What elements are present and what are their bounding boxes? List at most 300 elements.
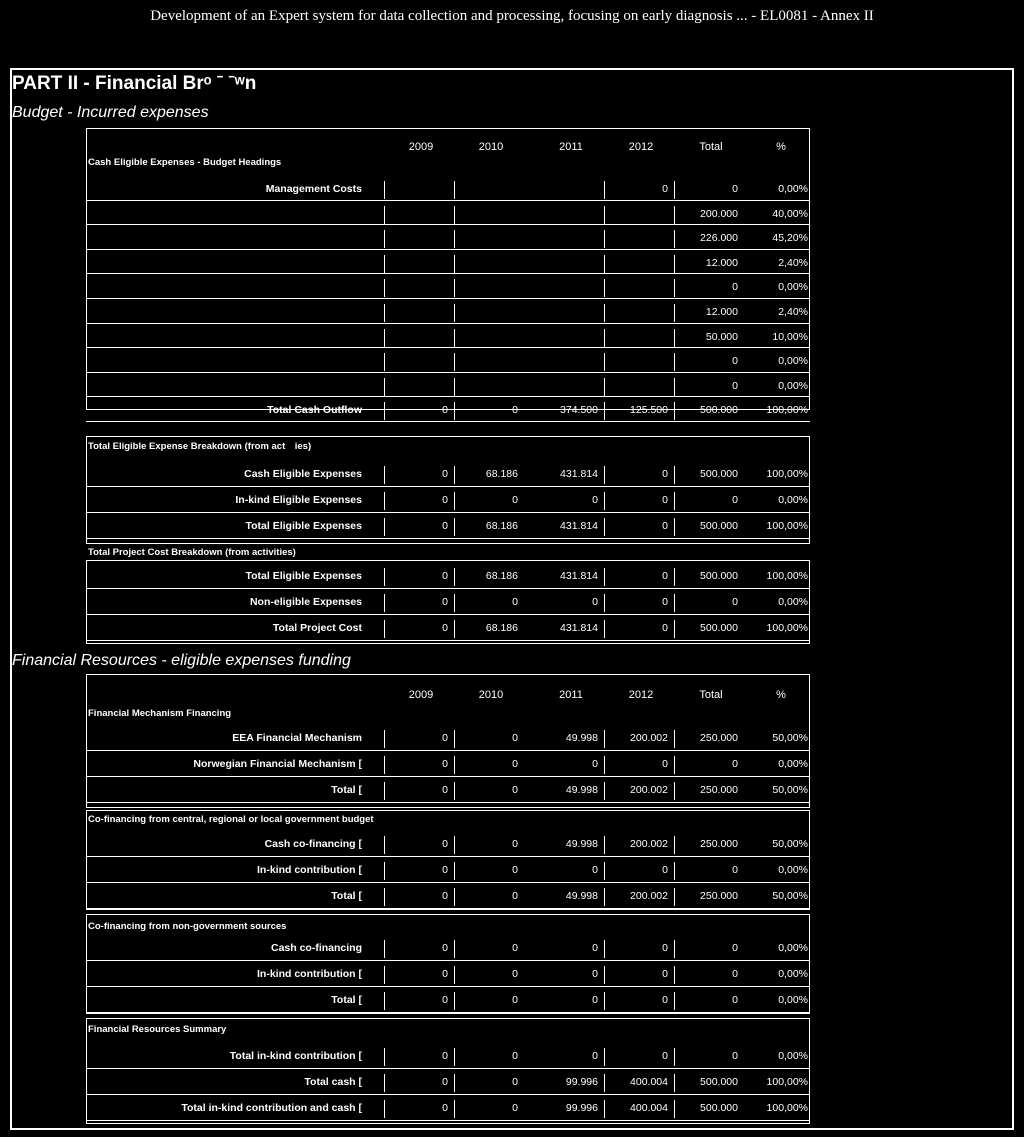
cell-divider — [674, 966, 675, 984]
row-cell: 0 — [732, 1050, 738, 1062]
row-cell: 0 — [592, 994, 598, 1006]
cell-divider — [384, 756, 385, 774]
cell-divider — [384, 304, 385, 322]
table-row — [86, 228, 810, 248]
row-cell: 0 — [662, 468, 668, 480]
cell-divider — [454, 568, 455, 586]
cell-divider — [384, 402, 385, 420]
cell-divider — [674, 518, 675, 536]
table-row — [86, 592, 810, 612]
row-cell: 0 — [732, 942, 738, 954]
cell-divider — [674, 888, 675, 906]
table-row — [86, 754, 810, 774]
row-cell: 250.000 — [700, 890, 738, 902]
row-label: Total [ — [331, 890, 362, 902]
cell-divider — [384, 594, 385, 612]
cell-divider — [604, 230, 605, 248]
table-row — [86, 834, 810, 854]
table-row — [86, 516, 810, 536]
row-cell: 0 — [592, 596, 598, 608]
table-row — [86, 938, 810, 958]
row-cell: 0 — [662, 968, 668, 980]
cell-divider — [454, 1048, 455, 1066]
row-cell: 0 — [512, 994, 518, 1006]
row-cell: 0 — [442, 890, 448, 902]
cell-divider — [384, 862, 385, 880]
table-row — [86, 277, 810, 297]
table-row — [86, 1046, 810, 1066]
row-cell: 0 — [442, 1076, 448, 1088]
cell-divider — [604, 378, 605, 396]
cell-divider — [674, 862, 675, 880]
row-cell: 374.500 — [560, 404, 598, 417]
cell-divider — [604, 940, 605, 958]
row-cell: 0 — [442, 994, 448, 1006]
row-cell: 0 — [732, 994, 738, 1006]
row-cell: 250.000 — [700, 784, 738, 796]
cell-divider — [384, 518, 385, 536]
row-cell: 0 — [512, 404, 518, 417]
cell-divider — [384, 279, 385, 297]
year-header: 2009 — [408, 141, 434, 153]
row-cell: 0 — [512, 968, 518, 980]
row-label: Total Eligible Expenses — [245, 570, 362, 582]
cell-divider — [604, 1048, 605, 1066]
cell-divider — [384, 1074, 385, 1092]
row-cell: 0 — [732, 596, 738, 608]
row-divider — [86, 421, 810, 422]
cell-divider — [674, 206, 675, 224]
row-cell: 50,00% — [772, 890, 808, 902]
row-cell: 0,00% — [778, 596, 808, 608]
row-cell: 431.814 — [560, 520, 598, 532]
row-cell: 99.996 — [565, 1076, 598, 1088]
table-row — [86, 1098, 810, 1118]
row-label: Non-eligible Expenses — [249, 596, 362, 608]
cell-divider — [604, 620, 605, 638]
row-label: Total in-kind contribution [ — [229, 1050, 362, 1062]
cell-divider — [384, 966, 385, 984]
cell-divider — [604, 206, 605, 224]
cell-divider — [384, 836, 385, 854]
row-cell: 431.814 — [560, 622, 598, 634]
table-row — [86, 860, 810, 880]
row-divider — [86, 249, 810, 250]
row-cell: 49.998 — [565, 890, 598, 902]
cell-divider — [604, 966, 605, 984]
cell-divider — [454, 966, 455, 984]
table-row — [86, 376, 810, 396]
row-cell: 0 — [442, 784, 448, 796]
table-row — [86, 400, 810, 420]
row-cell: 0 — [732, 758, 738, 770]
row-label: Total in-kind contribution and cash [ — [181, 1102, 362, 1114]
row-cell: 0 — [662, 994, 668, 1006]
mechanism-section-heading: Financial Mechanism Financing — [88, 708, 232, 719]
cell-divider — [674, 836, 675, 854]
row-cell: 100,00% — [766, 622, 808, 634]
row-divider — [86, 396, 810, 397]
row-cell: 0 — [592, 968, 598, 980]
year-header: Total — [699, 141, 723, 153]
row-cell: 0 — [442, 1050, 448, 1062]
cell-divider — [604, 594, 605, 612]
row-divider — [86, 224, 810, 225]
row-cell: 200.002 — [630, 784, 668, 796]
row-label: Cash co-financing [ — [264, 838, 362, 850]
row-cell: 250.000 — [700, 838, 738, 850]
cell-divider — [604, 756, 605, 774]
row-label: Total Project Cost — [272, 622, 362, 634]
row-cell: 0 — [512, 1102, 518, 1114]
cell-divider — [674, 304, 675, 322]
table-row — [86, 253, 810, 273]
year-header: % — [776, 689, 786, 701]
row-cell: 400.004 — [630, 1102, 668, 1114]
row-label: In-kind contribution [ — [257, 864, 362, 876]
cell-divider — [384, 230, 385, 248]
table-row — [86, 351, 810, 371]
year-header: 2011 — [559, 141, 583, 153]
row-cell: 10,00% — [772, 330, 808, 343]
row-label: Total Eligible Expenses — [245, 520, 362, 532]
row-cell: 0 — [512, 758, 518, 770]
row-cell: 100,00% — [766, 570, 808, 582]
row-divider — [86, 750, 810, 751]
row-divider — [86, 512, 810, 513]
row-cell: 100,00% — [766, 468, 808, 480]
row-label: Total [ — [331, 994, 362, 1006]
row-cell: 12.000 — [705, 306, 738, 318]
row-cell: 0 — [442, 622, 448, 634]
year-header: 2012 — [628, 689, 654, 701]
row-label: Management Costs — [265, 183, 362, 195]
row-cell: 0 — [592, 1050, 598, 1062]
row-divider — [86, 986, 810, 987]
row-cell: 0 — [662, 622, 668, 634]
resources-title: Financial Resources - eligible expenses funding — [12, 652, 351, 669]
row-cell: 0,00% — [778, 968, 808, 980]
table-row — [86, 490, 810, 510]
cell-divider — [454, 862, 455, 880]
cell-divider — [604, 568, 605, 586]
row-label: Total Cash Outflow — [267, 404, 362, 417]
row-cell: 0 — [442, 758, 448, 770]
row-cell: 0 — [662, 494, 668, 506]
cell-divider — [454, 940, 455, 958]
year-header: 2011 — [559, 689, 583, 701]
cell-divider — [674, 756, 675, 774]
cell-divider — [604, 353, 605, 371]
row-cell: 500.000 — [700, 1076, 738, 1088]
cell-divider — [604, 518, 605, 536]
cell-divider — [674, 230, 675, 248]
cell-divider — [384, 353, 385, 371]
row-cell: 0 — [732, 968, 738, 980]
row-cell: 0 — [512, 494, 518, 506]
row-cell: 68.186 — [485, 570, 518, 582]
row-cell: 0 — [662, 864, 668, 876]
row-divider — [86, 802, 810, 803]
row-cell: 200.002 — [630, 732, 668, 744]
cell-divider — [454, 353, 455, 371]
cell-divider — [674, 402, 675, 420]
row-cell: 0,00% — [778, 281, 808, 294]
cell-divider — [384, 620, 385, 638]
row-cell: 0,00% — [778, 355, 808, 368]
cell-divider — [454, 594, 455, 612]
row-cell: 0 — [732, 864, 738, 876]
row-cell: 200.002 — [630, 890, 668, 902]
row-divider — [86, 1012, 810, 1013]
row-divider — [86, 640, 810, 641]
row-cell: 45,20% — [772, 232, 808, 245]
table-row — [86, 1072, 810, 1092]
row-cell: 0 — [512, 784, 518, 796]
row-cell: 12.000 — [705, 256, 738, 269]
row-cell: 500.000 — [700, 468, 738, 480]
row-cell: 0 — [662, 1050, 668, 1062]
row-cell: 0 — [512, 1076, 518, 1088]
year-header: 2012 — [628, 141, 654, 153]
cell-divider — [604, 181, 605, 199]
row-cell: 200.002 — [630, 838, 668, 850]
cell-divider — [454, 836, 455, 854]
row-cell: 0 — [512, 864, 518, 876]
table-row — [86, 728, 810, 748]
cell-divider — [674, 620, 675, 638]
row-cell: 0,00% — [778, 183, 808, 195]
row-cell: 49.998 — [565, 838, 598, 850]
row-cell: 0 — [592, 494, 598, 506]
row-cell: 500.000 — [700, 622, 738, 634]
row-label: In-kind contribution [ — [257, 968, 362, 980]
cell-divider — [384, 181, 385, 199]
row-cell: 226.000 — [700, 232, 738, 245]
budget-section-heading: Cash Eligible Expenses - Budget Headings — [88, 157, 282, 168]
table-row — [86, 886, 810, 906]
row-label: Total cash [ — [304, 1076, 362, 1088]
cell-divider — [384, 940, 385, 958]
row-divider — [86, 538, 810, 539]
row-divider — [86, 273, 810, 274]
row-label: Cash co-financing — [270, 942, 362, 954]
cell-divider — [674, 594, 675, 612]
cell-divider — [674, 353, 675, 371]
table-row — [86, 464, 810, 484]
row-cell: 49.998 — [565, 732, 598, 744]
row-cell: 0 — [512, 1050, 518, 1062]
row-cell: 0,00% — [778, 494, 808, 506]
cell-divider — [454, 492, 455, 510]
cell-divider — [604, 862, 605, 880]
row-cell: 431.814 — [560, 570, 598, 582]
cell-divider — [604, 1074, 605, 1092]
row-divider — [86, 486, 810, 487]
row-cell: 2,40% — [778, 306, 808, 318]
row-cell: 0 — [442, 520, 448, 532]
row-cell: 100,00% — [766, 404, 808, 417]
cell-divider — [454, 1100, 455, 1118]
row-cell: 0 — [732, 379, 738, 392]
row-label: Norwegian Financial Mechanism [ — [193, 758, 362, 770]
row-divider — [86, 1094, 810, 1095]
table-row — [86, 780, 810, 800]
row-cell: 100,00% — [766, 520, 808, 532]
cell-divider — [384, 730, 385, 748]
cell-divider — [454, 518, 455, 536]
row-cell: 0,00% — [778, 1050, 808, 1062]
cell-divider — [604, 402, 605, 420]
cell-divider — [384, 329, 385, 347]
cell-divider — [674, 1100, 675, 1118]
cell-divider — [454, 304, 455, 322]
row-cell: 0 — [662, 520, 668, 532]
cell-divider — [454, 730, 455, 748]
row-cell: 100,00% — [766, 1102, 808, 1114]
cell-divider — [454, 1074, 455, 1092]
table-row — [86, 990, 810, 1010]
row-cell: 0 — [442, 942, 448, 954]
row-label: EEA Financial Mechanism — [232, 732, 362, 744]
row-cell: 0 — [662, 570, 668, 582]
cell-divider — [384, 378, 385, 396]
cell-divider — [604, 888, 605, 906]
row-cell: 0,00% — [778, 379, 808, 392]
row-divider — [86, 960, 810, 961]
row-cell: 0 — [662, 942, 668, 954]
cell-divider — [384, 1100, 385, 1118]
cell-divider — [604, 329, 605, 347]
cell-divider — [454, 181, 455, 199]
row-cell: 0,00% — [778, 758, 808, 770]
row-cell: 0 — [512, 942, 518, 954]
cell-divider — [454, 329, 455, 347]
row-cell: 0 — [592, 864, 598, 876]
cell-divider — [674, 255, 675, 273]
year-header: Total — [699, 689, 723, 701]
row-divider — [86, 298, 810, 299]
cell-divider — [674, 279, 675, 297]
row-cell: 0 — [512, 838, 518, 850]
cofin-nongov-section-heading: Co-financing from non-government sources — [88, 921, 287, 932]
cell-divider — [604, 1100, 605, 1118]
row-cell: 0 — [442, 1102, 448, 1114]
row-divider — [86, 323, 810, 324]
row-cell: 500.000 — [700, 404, 738, 417]
row-cell: 99.996 — [565, 1102, 598, 1114]
cell-divider — [604, 836, 605, 854]
row-cell: 0 — [512, 596, 518, 608]
cell-divider — [604, 730, 605, 748]
row-cell: 50,00% — [772, 732, 808, 744]
row-divider — [86, 588, 810, 589]
row-cell: 0 — [662, 596, 668, 608]
cell-divider — [384, 888, 385, 906]
row-cell: 125.500 — [630, 404, 668, 417]
row-cell: 0 — [442, 838, 448, 850]
cofin-gov-section-heading: Co-financing from central, regional or local government budget — [88, 814, 374, 825]
row-divider — [86, 908, 810, 909]
cell-divider — [674, 329, 675, 347]
year-header: 2009 — [408, 689, 434, 701]
row-cell: 0 — [512, 732, 518, 744]
row-cell: 400.004 — [630, 1076, 668, 1088]
cell-divider — [604, 304, 605, 322]
year-header: 2010 — [478, 141, 504, 153]
row-cell: 0 — [732, 183, 738, 195]
row-cell: 500.000 — [700, 520, 738, 532]
row-cell: 0 — [592, 942, 598, 954]
cell-divider — [384, 782, 385, 800]
row-cell: 0 — [662, 758, 668, 770]
row-cell: 49.998 — [565, 784, 598, 796]
row-cell: 0 — [592, 758, 598, 770]
cell-divider — [454, 206, 455, 224]
cell-divider — [454, 230, 455, 248]
budget-title: Budget - Incurred expenses — [12, 104, 209, 121]
cell-divider — [384, 1048, 385, 1066]
row-cell: 500.000 — [700, 570, 738, 582]
row-cell: 0 — [442, 468, 448, 480]
row-divider — [86, 347, 810, 348]
row-cell: 200.000 — [700, 207, 738, 220]
row-cell: 0 — [442, 864, 448, 876]
cell-divider — [604, 992, 605, 1010]
cell-divider — [454, 378, 455, 396]
cell-divider — [674, 940, 675, 958]
cell-divider — [674, 492, 675, 510]
cell-divider — [674, 466, 675, 484]
document-header: Development of an Expert system for data collection and processing, focusing on early diagnosis ... - EL0081 - Annex II — [150, 8, 874, 24]
row-cell: 0 — [442, 404, 448, 417]
row-divider — [86, 1120, 810, 1121]
row-cell: 0,00% — [778, 942, 808, 954]
row-divider — [86, 882, 810, 883]
row-label: Cash Eligible Expenses — [244, 468, 362, 480]
row-cell: 500.000 — [700, 1102, 738, 1114]
year-header: % — [776, 141, 786, 153]
project-section-heading: Total Project Cost Breakdown (from activities) — [88, 547, 296, 558]
cell-divider — [604, 782, 605, 800]
row-divider — [86, 1068, 810, 1069]
cell-divider — [674, 568, 675, 586]
row-divider — [86, 372, 810, 373]
table-row — [86, 566, 810, 586]
cell-divider — [454, 255, 455, 273]
row-label: In-kind Eligible Expenses — [235, 494, 362, 506]
table-row — [86, 327, 810, 347]
cell-divider — [454, 466, 455, 484]
row-cell: 68.186 — [485, 520, 518, 532]
row-divider — [86, 776, 810, 777]
row-label: Total [ — [331, 784, 362, 796]
row-cell: 50,00% — [772, 838, 808, 850]
table-row — [86, 964, 810, 984]
cell-divider — [454, 620, 455, 638]
row-cell: 0,00% — [778, 864, 808, 876]
row-cell: 68.186 — [485, 468, 518, 480]
row-cell: 0 — [732, 281, 738, 294]
cell-divider — [674, 1048, 675, 1066]
row-cell: 40,00% — [772, 207, 808, 220]
row-cell: 0 — [442, 494, 448, 506]
row-cell: 0 — [442, 968, 448, 980]
row-cell: 50.000 — [705, 330, 738, 343]
row-cell: 0 — [512, 890, 518, 902]
cell-divider — [674, 782, 675, 800]
row-cell: 0 — [732, 494, 738, 506]
